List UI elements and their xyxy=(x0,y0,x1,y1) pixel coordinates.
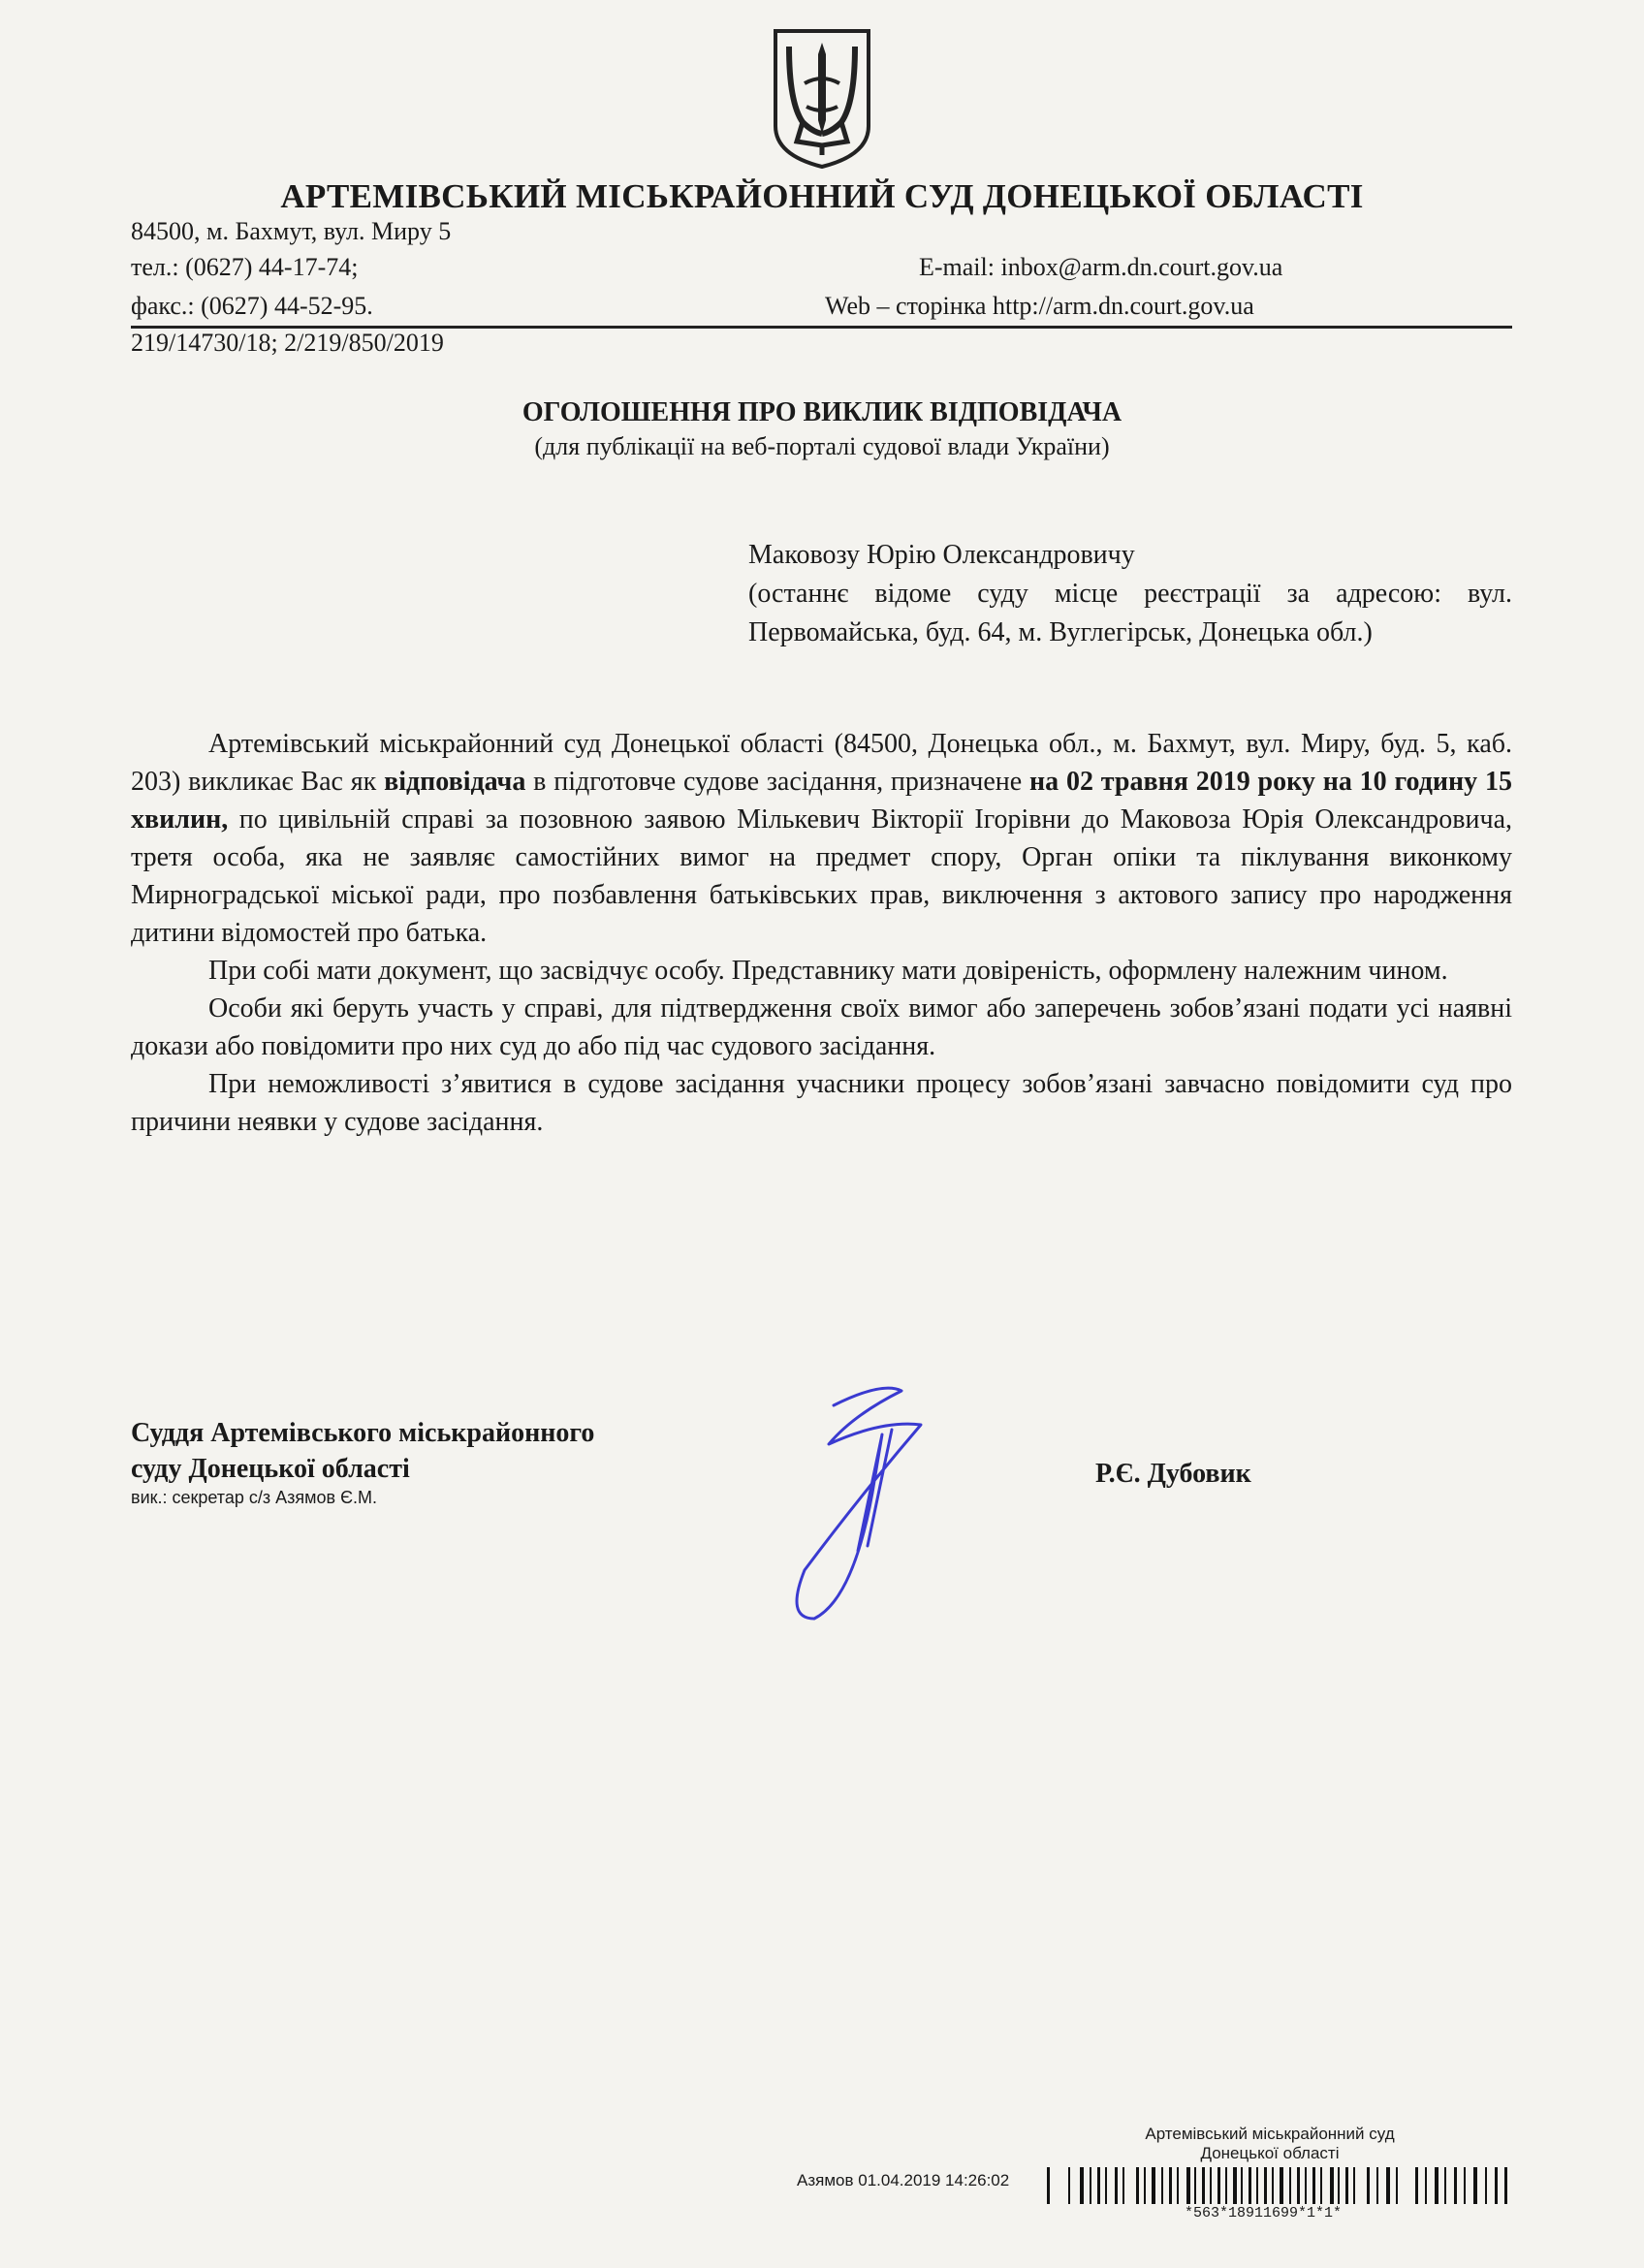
barcode-number: *563*18911699*1*1* xyxy=(1185,2205,1343,2221)
notice-body xyxy=(131,725,1512,1141)
court-address: 84500, м. Бахмут, вул. Миру 5 xyxy=(131,217,452,245)
court-fax: факс.: (0627) 44-52-95. xyxy=(131,292,373,320)
case-numbers: 219/14730/18; 2/219/850/2019 xyxy=(131,329,444,357)
executor-note: вик.: секретар с/з Азямов Є.М. xyxy=(131,1488,378,1507)
addressee-block xyxy=(748,536,1512,652)
judge-name: Р.Є. Дубовик xyxy=(1095,1459,1251,1489)
addressee-address: (останнє відоме суду місце реєстрації за адресою: вул. Первомайська, буд. 64, м. Вуглегірськ, Донецька обл.) xyxy=(748,579,1512,647)
body-paragraph-3: Особи які беруть участь у справі, для підтвердження своїх вимог або заперечень зобов’язані подати усі наявні докази або повідомити про них суд до або під час судового засідання. xyxy=(131,993,1512,1061)
trident-emblem-icon xyxy=(768,25,876,171)
document-subtitle: (для публікації на веб-порталі судової влади України) xyxy=(534,432,1110,460)
document-title: ОГОЛОШЕННЯ ПРО ВИКЛИК ВІДПОВІДАЧА xyxy=(522,397,1122,427)
barcode-icon xyxy=(1047,2167,1512,2204)
court-web: Web – сторінка http://arm.dn.court.gov.ua xyxy=(825,292,1254,320)
addressee-name: Маковозу Юрію Олександровичу xyxy=(748,540,1135,570)
judge-title-line2: суду Донецької області xyxy=(131,1454,410,1484)
body-paragraph-4: При неможливості з’явитися в судове засідання учасники процесу зобов’язані завчасно повідомити суд про причини неявки у судове засідання. xyxy=(131,1069,1512,1137)
registry-timestamp: Азямов 01.04.2019 14:26:02 xyxy=(797,2171,1010,2189)
judge-title-line1: Суддя Артемівського міськрайонного xyxy=(131,1418,595,1448)
body-paragraph-2: При собі мати документ, що засвідчує особу. Представнику мати довіреність, оформлену належним чином. xyxy=(208,956,1448,986)
court-name: АРТЕМІВСЬКИЙ МІСЬКРАЙОННИЙ СУД ДОНЕЦЬКОЇ ОБЛАСТІ xyxy=(280,177,1364,215)
handwritten-signature-icon xyxy=(775,1376,969,1628)
registry-court-label: Артемівський міськрайонний суд Донецької області xyxy=(1145,2125,1395,2162)
court-phone: тел.: (0627) 44-17-74; xyxy=(131,253,359,281)
body-paragraph-1: Артемівський міськрайонний суд Донецької області (84500, Донецька обл., м. Бахмут, вул. Миру, буд. 5, каб. 203) викликає Вас як відповідача в підготовче судове засідання, призначене на 02 травня 2019 року на 10 годину 15 хвилин, по цивільній справі за позовною заявою Мількевич Вікторії Ігорівни до Маковоза Юрія Олександровича, третя особа, яка не заявляє самостійних вимог на предмет спору, Орган опіки та піклування виконкому Мирноградської міської ради, про позбавлення батьківських прав, виключення з актового запису про народження дитини відомостей про батька. xyxy=(131,729,1512,948)
court-email: E-mail: inbox@arm.dn.court.gov.ua xyxy=(919,253,1283,281)
